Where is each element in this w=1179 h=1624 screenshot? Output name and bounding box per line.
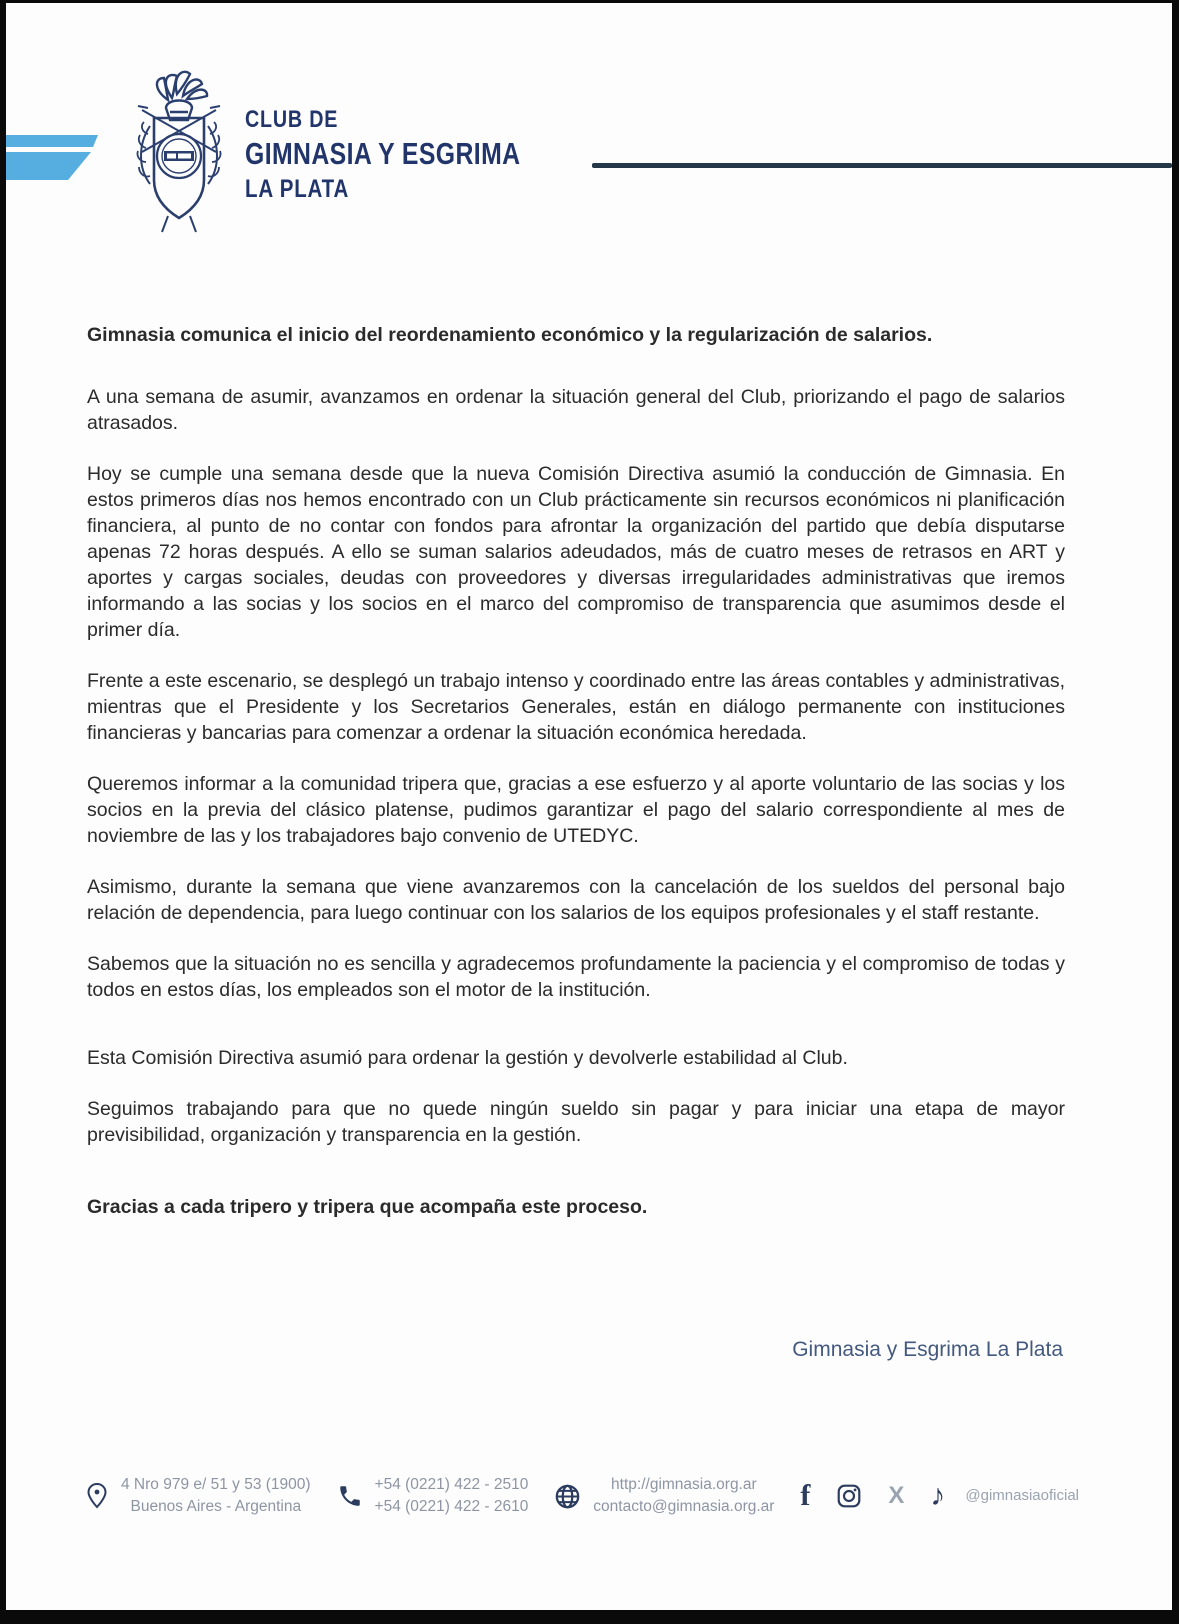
club-wordmark-line2: GIMNASIA Y ESGRIMA (245, 136, 521, 171)
phone-line2: +54 (0221) 422 - 2610 (374, 1498, 529, 1515)
location-pin-icon (85, 1482, 109, 1510)
club-wordmark-line1: CLUB DE (245, 106, 339, 133)
letterhead-footer (85, 1460, 1079, 1532)
paragraph-2: Hoy se cumple una semana desde que la nueva Comisión Directiva asumió la conducción de Gimnasia. En estos primeros días nos hemos encontrado con un Club prácticamente sin recursos económicos ni planificación financiera, al punto de no contar con fondos para afrontar la organización del partido que debía disputarse apenas 72 horas después. A ello se suman salarios adeudados, más de cuatro meses de retrasos en ART y aportes y cargas sociales, deudas con proveedores y diversas irregularidades administrativas que iremos informando a las socias y los socios en el marco del compromiso de transparencia que asumimos desde el primer día. (87, 463, 1065, 641)
paragraph-6: Sabemos que la situación no es sencilla y agradecemos profundamente la paciencia y el compromiso de todas y todos en estos días, los empleados son el motor de la institución. (87, 953, 1065, 1001)
signature: Gimnasia y Esgrima La Plata (792, 1338, 1063, 1361)
tiktok-icon: ♪ (930, 1479, 946, 1512)
letter-title: Gimnasia comunica el inicio del reordenamiento económico y la regularización de salarios. (87, 324, 933, 346)
web-line1: http://gimnasia.org.ar (611, 1476, 757, 1493)
social-icons (800, 1481, 1079, 1511)
frame-top (0, 0, 1179, 3)
letter-body (87, 322, 1065, 1245)
frame-bottom (0, 1610, 1179, 1624)
paragraph-3: Frente a este escenario, se desplegó un trabajo intenso y coordinado entre las áreas contables y administrativas, mientras que el Presidente y los Secretarios Generales, están en diálogo permanente con instituciones financieras y bancarias para comenzar a ordenar la situación económica heredada. (87, 670, 1065, 744)
paragraph-5: Asimismo, durante la semana que viene avanzaremos con la cancelación de los sueldos del personal bajo relación de dependencia, para luego continuar con los salarios de los equipos profesionales y el staff restante. (87, 876, 1065, 924)
phone-icon (337, 1483, 363, 1509)
lightblue-stripe (6, 133, 106, 188)
address-line2: Buenos Aires - Argentina (130, 1498, 302, 1515)
globe-icon (554, 1483, 581, 1510)
header-divider-rule (592, 163, 1172, 168)
footer-address (85, 1474, 311, 1518)
club-wordmark (245, 105, 589, 205)
club-wordmark-line3: LA PLATA (245, 175, 350, 203)
address-line1: 4 Nro 979 e/ 51 y 53 (1900) (121, 1476, 311, 1493)
web-line2: contacto@gimnasia.org.ar (593, 1498, 775, 1515)
social-handle: @gimnasiaoficial (965, 1487, 1079, 1504)
paragraph-4: Queremos informar a la comunidad tripera que, gracias a ese esfuerzo y al aporte voluntario de las socias y los socios en la previa del clásico platense, pudimos garantizar el pago del salario correspondiente al mes de noviembre de las y los trabajadores bajo convenio de UTEDYC. (87, 773, 1065, 847)
footer-web-text (593, 1474, 774, 1518)
facebook-icon: f (800, 1479, 811, 1512)
frame-left (0, 0, 6, 1624)
club-crest-logo (120, 68, 238, 241)
paragraph-8: Seguimos trabajando para que no quede ningún sueldo sin pagar y para iniciar una etapa de mayor previsibilidad, organización y transparencia en la gestión. (87, 1098, 1065, 1146)
phone-line1: +54 (0221) 422 - 2510 (374, 1476, 529, 1493)
closing-line: Gracias a cada tripero y tripera que acompaña este proceso. (87, 1196, 648, 1218)
footer-phone-text (375, 1474, 529, 1518)
instagram-icon (836, 1483, 862, 1509)
footer-address-text (121, 1474, 311, 1518)
footer-phone (337, 1474, 529, 1518)
x-twitter-icon: X (888, 1482, 905, 1509)
paragraph-1: A una semana de asumir, avanzamos en ordenar la situación general del Club, priorizando el pago de salarios atrasados. (87, 386, 1065, 434)
paragraph-7: Esta Comisión Directiva asumió para ordenar la gestión y devolverle estabilidad al Club. (87, 1047, 848, 1069)
frame-right (1172, 0, 1179, 1624)
footer-web (554, 1474, 774, 1518)
